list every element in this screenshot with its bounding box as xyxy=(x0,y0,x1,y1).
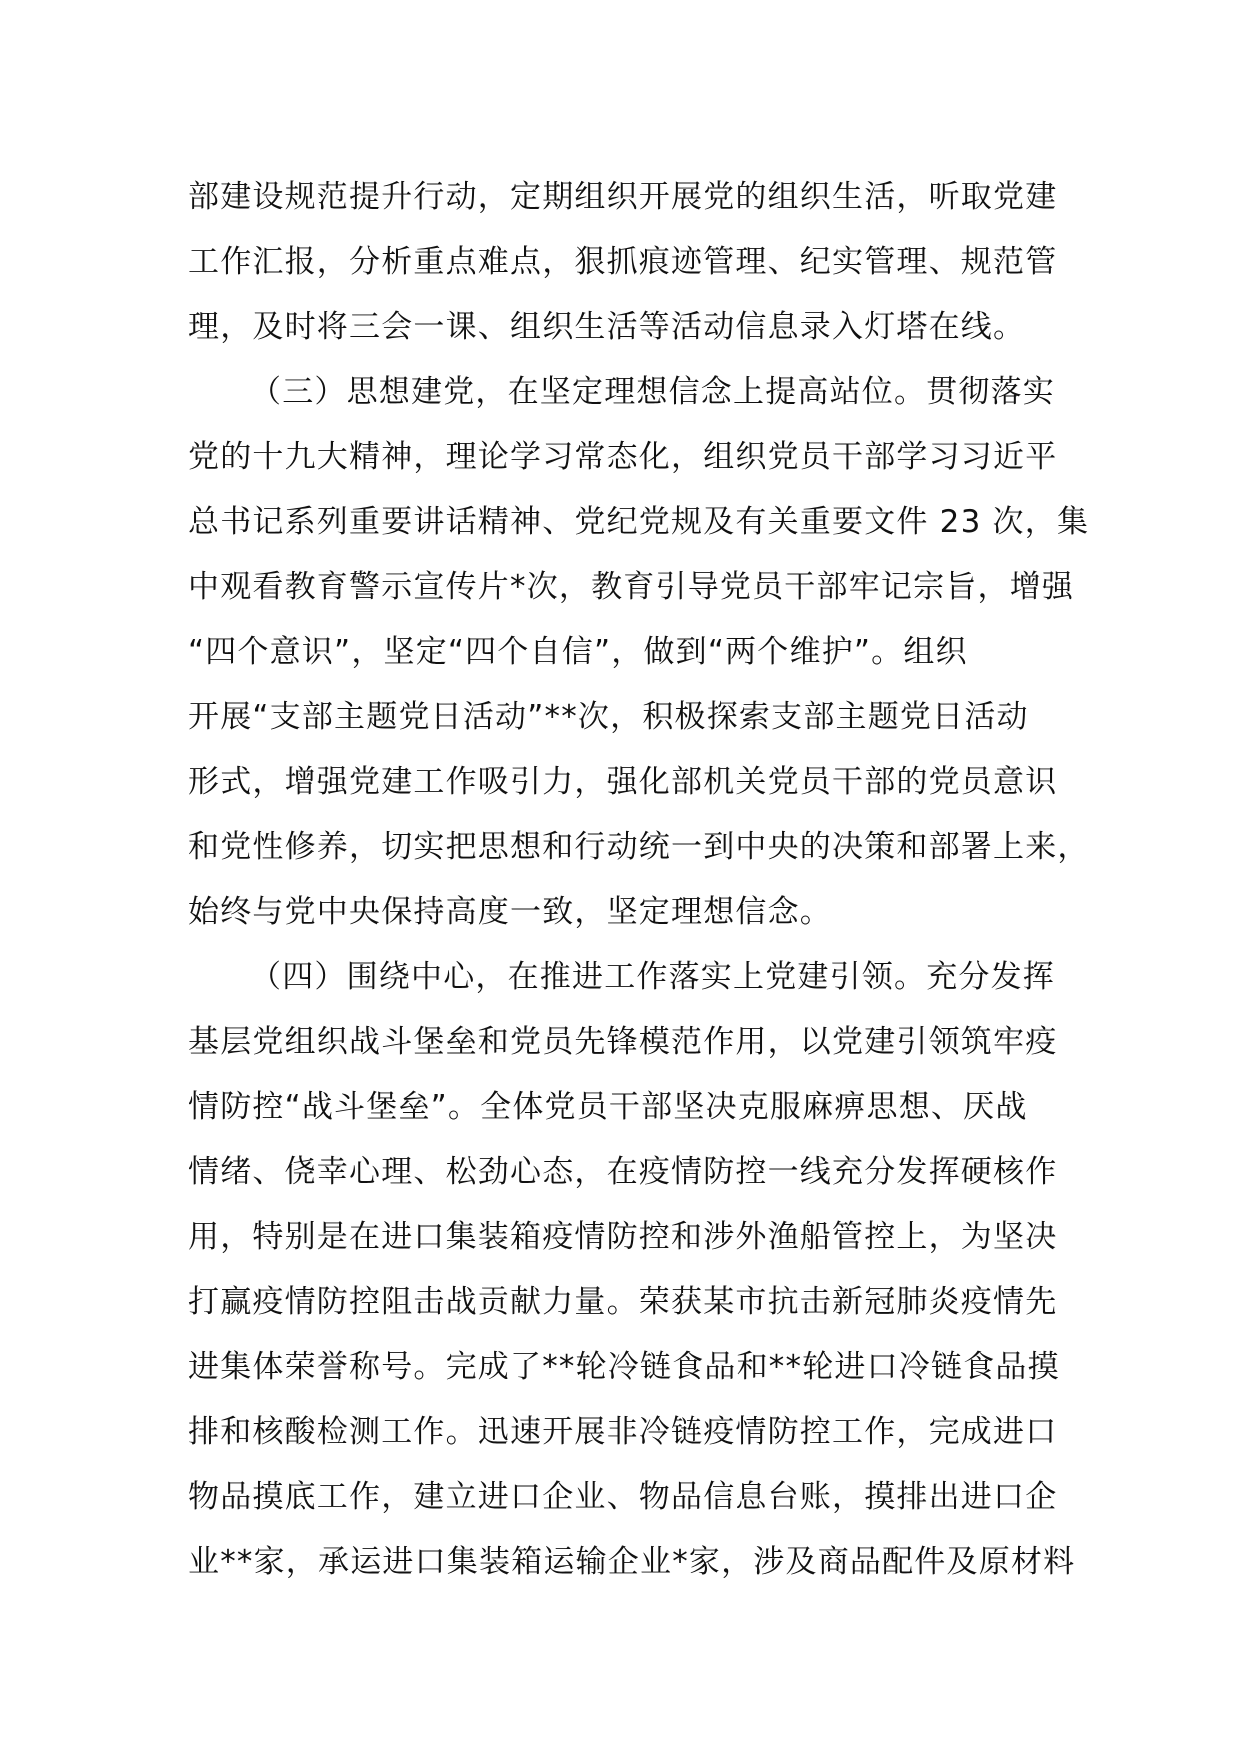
text-line: 始终与党中央保持高度一致，坚定理想信念。 xyxy=(188,894,832,930)
text-line: 打赢疫情防控阻击战贡献力量。荣获某市抗击新冠肺炎疫情先 xyxy=(188,1284,1058,1320)
section-heading-line: （三）思想建党，在坚定理想信念上提高站位。贯彻落实 xyxy=(250,374,1055,410)
text-line: 情绪、侥幸心理、松劲心态，在疫情防控一线充分发挥硬核作 xyxy=(188,1154,1058,1190)
text-line: 党的十九大精神，理论学习常态化，组织党员干部学习习近平 xyxy=(188,439,1058,475)
text-line: 和党性修养，切实把思想和行动统一到中央的决策和部署上来， xyxy=(188,829,1090,865)
text-line: “四个意识”，坚定“四个自信”，做到“两个维护”。组织 xyxy=(188,634,968,670)
text-line: 基层党组织战斗堡垒和党员先锋模范作用，以党建引领筑牢疫 xyxy=(188,1024,1058,1060)
text-line: 形式，增强党建工作吸引力，强化部机关党员干部的党员意识 xyxy=(188,764,1058,800)
text-line: 业**家，承运进口集装箱运输企业*家，涉及商品配件及原材料 xyxy=(188,1544,1076,1580)
text-line: 中观看教育警示宣传片*次，教育引导党员干部牢记宗旨，增强 xyxy=(188,569,1075,605)
section-heading-line: （四）围绕中心，在推进工作落实上党建引领。充分发挥 xyxy=(250,959,1055,995)
text-line: 进集体荣誉称号。完成了**轮冷链食品和**轮进口冷链食品摸 xyxy=(188,1349,1060,1385)
body-text xyxy=(188,165,1090,1595)
text-line: 总书记系列重要讲话精神、党纪党规及有关重要文件 23 次，集 xyxy=(188,504,1090,540)
text-line: 工作汇报，分析重点难点，狠抓痕迹管理、纪实管理、规范管 xyxy=(188,244,1058,280)
text-line: 情防控“战斗堡垒”。全体党员干部坚决克服麻痹思想、厌战 xyxy=(188,1089,1028,1125)
text-line: 排和核酸检测工作。迅速开展非冷链疫情防控工作，完成进口 xyxy=(188,1414,1058,1450)
text-line: 理，及时将三会一课、组织生活等活动信息录入灯塔在线。 xyxy=(188,309,1026,345)
text-line: 用，特别是在进口集装箱疫情防控和涉外渔船管控上，为坚决 xyxy=(188,1219,1058,1255)
text-line: 开展“支部主题党日活动”**次，积极探索支部主题党日活动 xyxy=(188,699,1029,735)
text-line: 物品摸底工作，建立进口企业、物品信息台账，摸排出进口企 xyxy=(188,1479,1058,1515)
text-line: 部建设规范提升行动，定期组织开展党的组织生活，听取党建 xyxy=(188,179,1058,215)
